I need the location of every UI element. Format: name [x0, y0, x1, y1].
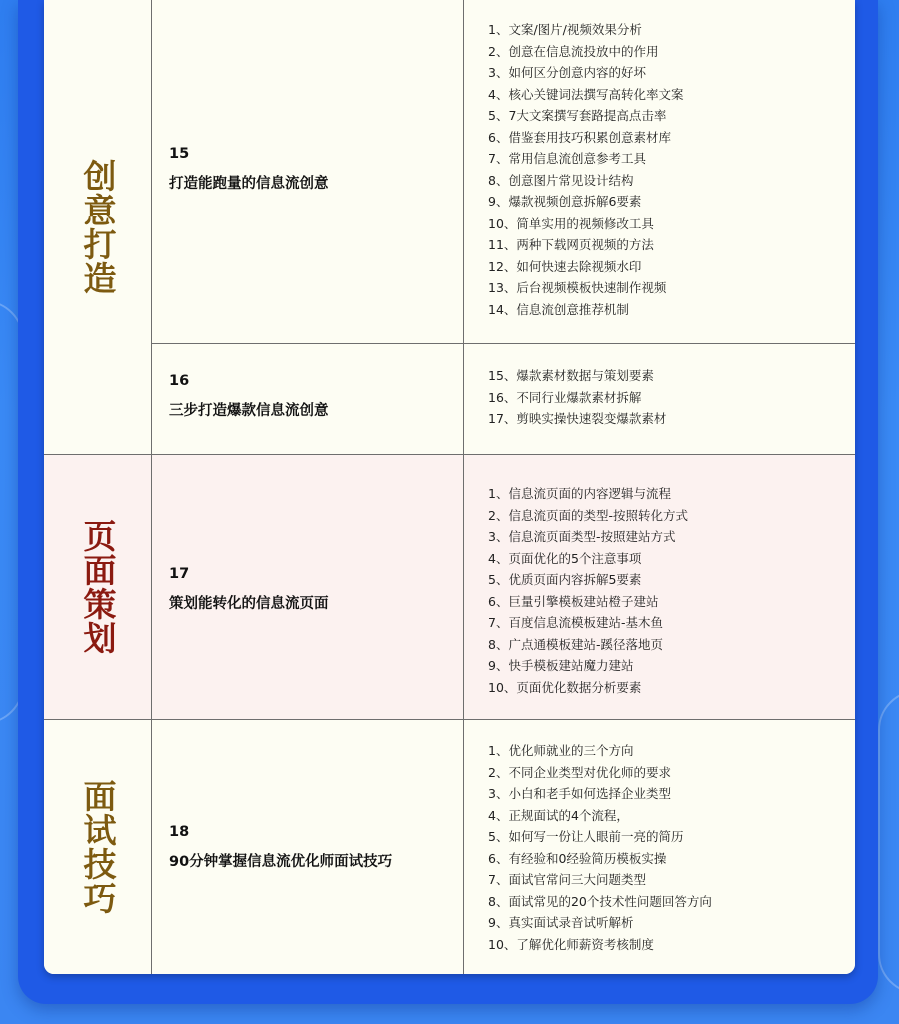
list-item: 2、信息流页面的类型-按照转化方式 [488, 507, 688, 523]
column-divider [463, 720, 464, 974]
list-item: 1、文案/图片/视频效果分析 [488, 22, 642, 37]
list-item: 7、面试官常问三大问题类型 [488, 872, 646, 887]
list-item: 5、如何写一份让人眼前一亮的简历 [488, 829, 684, 844]
section-divider [44, 454, 855, 455]
category-label [44, 720, 151, 974]
row-divider [151, 343, 855, 344]
list-item: 5、优质页面内容拆解5要素 [488, 572, 642, 587]
lesson-number: 15 [169, 146, 190, 162]
list-item: 8、创意图片常见设计结构 [488, 172, 634, 188]
column-divider [463, 455, 464, 719]
list-item: 9、真实面试录音试听解析 [488, 915, 634, 930]
list-item: 14、信息流创意推荐机制 [488, 301, 629, 317]
list-item: 6、借鉴套用技巧积累创意素材库 [488, 129, 671, 145]
list-item: 4、核心关键词法撰写高转化率文案 [488, 86, 684, 102]
section-page-planning [44, 455, 855, 719]
category-label [44, 0, 151, 454]
category-text: 创意打造 [78, 159, 118, 295]
list-item: 1、信息流页面的内容逻辑与流程 [488, 486, 671, 501]
list-item: 6、有经验和0经验简历模板实操 [488, 850, 667, 866]
lesson-title: 打造能跑量的信息流创意 [169, 176, 329, 192]
list-item: 10、简单实用的视频修改工具 [488, 215, 654, 231]
lesson-18 [169, 824, 459, 871]
list-item: 7、百度信息流模板建站-基木鱼 [488, 615, 663, 630]
category-text: 页面策划 [78, 519, 118, 655]
list-item: 9、快手模板建站魔力建站 [488, 658, 634, 673]
list-item: 3、信息流页面类型-按照建站方式 [488, 529, 676, 544]
column-divider [151, 720, 152, 974]
topic-list [488, 365, 666, 430]
list-item: 4、页面优化的5个注意事项 [488, 550, 642, 566]
list-item: 12、如何快速去除视频水印 [488, 258, 642, 274]
section-creative [44, 0, 855, 454]
category-text: 面试技巧 [78, 779, 118, 915]
section-interview-skills [44, 720, 855, 974]
list-item: 13、后台视频模板快速制作视频 [488, 280, 667, 295]
list-item: 15、爆款素材数据与策划要素 [488, 368, 654, 383]
list-item: 5、7大文案撰写套路提高点击率 [488, 108, 667, 123]
list-item: 2、创意在信息流投放中的作用 [488, 43, 659, 59]
list-item: 7、常用信息流创意参考工具 [488, 151, 646, 166]
list-item: 16、不同行业爆款素材拆解 [488, 389, 642, 405]
lesson-title: 三步打造爆款信息流创意 [169, 403, 329, 419]
background-decoration-right [878, 690, 899, 994]
list-item: 10、了解优化师薪资考核制度 [488, 936, 654, 952]
list-item: 8、面试常见的20个技术性问题回答方向 [488, 893, 712, 909]
column-divider [151, 0, 152, 454]
column-divider [463, 0, 464, 454]
lesson-17 [169, 566, 459, 613]
list-item: 8、广点通模板建站-蹊径落地页 [488, 636, 663, 652]
topic-list [488, 483, 688, 698]
list-item: 6、巨量引擎模板建站橙子建站 [488, 593, 659, 609]
lesson-number: 16 [169, 373, 190, 389]
topic-list [488, 740, 712, 955]
lesson-15 [169, 146, 459, 193]
lesson-number: 18 [169, 824, 190, 840]
list-item: 11、两种下载网页视频的方法 [488, 237, 654, 252]
list-item: 10、页面优化数据分析要素 [488, 679, 642, 695]
lesson-title: 策划能转化的信息流页面 [169, 596, 329, 612]
list-item: 3、小白和老手如何选择企业类型 [488, 786, 671, 801]
list-item: 1、优化师就业的三个方向 [488, 743, 634, 758]
list-item: 17、剪映实操快速裂变爆款素材 [488, 411, 667, 426]
column-divider [151, 455, 152, 719]
list-item: 3、如何区分创意内容的好坏 [488, 65, 646, 80]
curriculum-table [44, 0, 855, 974]
section-divider [44, 719, 855, 720]
category-label [44, 455, 151, 719]
lesson-title: 90分钟掌握信息流优化师面试技巧 [169, 854, 393, 870]
list-item: 9、爆款视频创意拆解6要素 [488, 194, 642, 209]
lesson-16 [169, 373, 459, 420]
lesson-number: 17 [169, 566, 190, 582]
list-item: 2、不同企业类型对优化师的要求 [488, 764, 671, 780]
topic-list [488, 19, 683, 320]
list-item: 4、正规面试的4个流程， [488, 807, 629, 823]
